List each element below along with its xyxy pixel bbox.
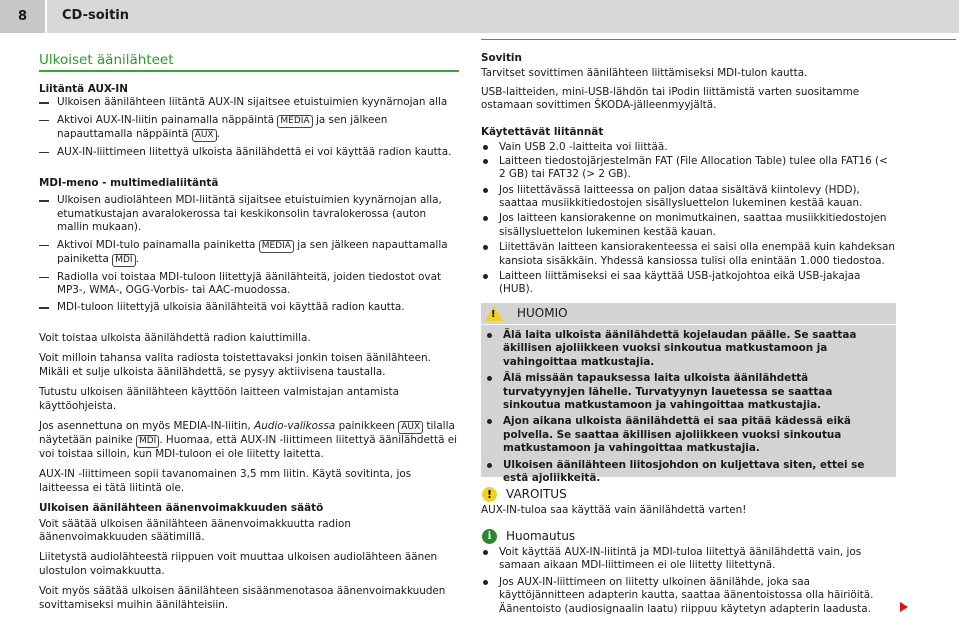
exclamation-circle-icon: ! <box>482 487 497 502</box>
usable-item-2: Laitteen tiedostojärjestelmän FAT (File Allocation Table) tulee olla FAT16 (< 2 GB) tai FAT32 (> 2 GB). <box>481 155 896 182</box>
adapter-para-1: Tarvitset sovittimen äänilähteen liittämiseksi MDI-tulon kautta. <box>481 67 808 80</box>
aux-section <box>39 83 459 159</box>
mdi-item-1: Ulkoisen audiolähteen MDI-liitäntä sijaitsee etuistuimien kyynärnojan alla, etumatkustajan avaralokerossa tai keskikonsolin tavralokerossa (auton mallin mukaan). <box>39 194 459 234</box>
note-items <box>481 546 896 616</box>
mdi-item-2: Aktivoi MDI-tulo painamalla painiketta MEDIA ja sen jälkeen napauttamalla painiketta MDI . <box>39 239 459 267</box>
caution-title: VAROITUS <box>506 487 567 501</box>
section-divider <box>39 70 459 72</box>
media-key: MEDIA <box>277 115 312 128</box>
page-number: 8 <box>0 0 47 33</box>
warning-title: HUOMIO <box>517 306 568 320</box>
adapter-para-2: USB-laitteiden, mini-USB-lähdön tai iPodin liittämistä varten suositamme ostamaan sovittimen ŠKODA-jälleenmyyjältä. <box>481 85 860 112</box>
usable-item-6: Laitteen liittämiseksi ei saa käyttää USB-jatkojohtoa eikä USB-jakajaa (HUB). <box>481 270 896 297</box>
mdi-item-4: MDI-tuloon liitettyjä ulkoisia äänilähteitä voi käyttää radion kautta. <box>39 301 459 314</box>
para-2: Voit milloin tahansa valita radiosta toistettavaksi jonkin toisen äänilähteen. Mikäli et sulje ulkoista äänilähdettä, se pysyy aktiivisena taustalla. <box>39 352 431 378</box>
mdi-heading: MDI-meno - multimedialiitäntä <box>39 177 219 189</box>
section-title: Ulkoiset äänilähteet <box>39 52 174 68</box>
note-item-1: Voit käyttää AUX-IN-liitintä ja MDI-tuloa liitettyä äänilähdettä vain, jos samaan aikaan MDI-liittimeen ei ole liitetty liitettynä. <box>481 546 896 573</box>
media-key: MEDIA <box>259 240 294 253</box>
warning-item-1: Älä laita ulkoista äänilähdettä kojelaudan päälle. Se saattaa äkillisen ajoliikkeen vuoksi sinkoutua matkustamoon ja vahingoittaa matkustajia. <box>485 329 891 369</box>
volume-para-1: Voit säätää ulkoisen äänilähteen äänenvoimakkuutta radion äänenvoimakkuuden säätimillä. <box>39 517 351 544</box>
aux-heading: Liitäntä AUX-IN <box>39 83 128 95</box>
aux-item-2: Aktivoi AUX-IN-liitin painamalla näppäintä MEDIA ja sen jälkeen napauttamalla näppäintä AUX . <box>39 114 459 142</box>
volume-para-3: Voit myös säätää ulkoisen äänilähteen sisäänmenotasoa äänenvoimakkuuden sovittamiseksi muihin äänilähteisiin. <box>39 585 446 611</box>
warning-items <box>485 329 891 485</box>
warning-item-3: Ajon aikana ulkoista äänilähdettä ei saa pitää kädessä eikä polvella. Se saattaa äkillisen ajoliikkeen vuoksi sinkoutua matkustamoon ja vahingoittaa matkustajia. <box>485 415 891 455</box>
adapter-heading: Sovitin <box>481 52 522 64</box>
aux-item-1: Ulkoisen äänilähteen liitäntä AUX-IN sijaitsee etuistuimien kyynärnojan alla <box>39 96 459 109</box>
page-header <box>0 0 959 33</box>
mdi-key: MDI <box>136 435 159 448</box>
arrow-right-icon[interactable] <box>900 602 908 612</box>
usable-item-4: Jos laitteen kansiorakenne on monimutkainen, saattaa musiikkitiedostojen sisällysluettelon lukeminen kestää kauan. <box>481 212 896 239</box>
volume-heading: Ulkoisen äänilähteen äänenvoimakkuuden säätö <box>39 502 324 515</box>
aux-item-3: AUX-IN-liittimeen liitettyä ulkoista äänilähdettä ei voi käyttää radion kautta. <box>39 146 459 159</box>
warning-item-4: Ulkoisen äänilähteen liitosjohdon on kuljettava siten, ettei se estä ajoliikkeitä. <box>485 459 891 486</box>
usable-item-3: Jos liitettävässä laitteessa on paljon dataa sisältävä kiintolevy (HDD), saattaa musiikkitiedostojen sisällysluettelon lukeminen kestää kauan. <box>481 184 896 211</box>
volume-para-2: Liitetystä audiolähteestä riippuen voit muuttaa ulkoisen audiolähteen äänen ulostulon voimakkuutta. <box>39 551 438 577</box>
left-body <box>39 332 459 612</box>
chapter-title: CD-soitin <box>62 8 130 23</box>
warning-item-2: Älä missään tapauksessa laita ulkoista äänilähdettä turvatyynyjen lähelle. Turvatyynyn lauetessa se saattaa sinkoutua matkustamoon ja vahingoittaa matkustajia. <box>485 372 891 412</box>
para-5: AUX-IN -liittimeen sopii tavanomainen 3,5 mm liitin. Käytä sovitinta, jos laitteessa ei tätä liitintä ole. <box>39 468 412 494</box>
mdi-item-3: Radiolla voi toistaa MDI-tuloon liitettyjä äänilähteitä, joiden tiedostot ovat MP3-, WMA-, OGG-Vorbis- tai AAC-muodossa. <box>39 271 459 298</box>
usable-item-1: Vain USB 2.0 -laitteita voi liittää. <box>481 141 896 154</box>
adapter-section <box>481 52 896 113</box>
exclamation-triangle-icon: ! <box>485 306 503 321</box>
note-item-2: Jos AUX-IN-liittimeen on liitetty ulkoinen äänilähde, joka saa käyttöjännitteen adapterin kautta, saattaa äänentoistossa olla häiriöitä. Äänentoisto (audiosignaalin laatu) riippuu käytetyn adapterin laadusta. <box>481 576 896 616</box>
note-title: Huomautus <box>506 529 576 543</box>
usable-item-5: Liitettävän laitteen kansiorakenteessa ei saisi olla enempää kuin kahdeksan kansiota sisäkkäin. Yhdessä kansiossa tulisi olla enintään 1.000 tiedostoa. <box>481 241 896 268</box>
mdi-section <box>39 177 459 315</box>
para-3: Tutustu ulkoisen äänilähteen käyttöön laitteen valmistajan antamista käyttöohjeista. <box>39 386 399 412</box>
para-4: Jos asennettuna on myös MEDIA-IN-liitin, Audio-valikossa painikkeen AUX tilalla näytetään painike MDI . Huomaa, että AUX-IN -liittimeen liitettyä äänilähdettä ei voi toistaa silloin, kun MDI-tuloon ei ole liitetty laitetta. <box>39 420 458 461</box>
mdi-key: MDI <box>112 254 135 267</box>
right-top-rule <box>481 39 956 40</box>
info-icon: i <box>482 529 497 544</box>
caution-text: AUX-IN-tuloa saa käyttää vain äänilähdettä varten! <box>481 504 747 516</box>
usable-heading: Käytettävät liitännät <box>481 126 604 138</box>
usable-section <box>481 126 896 297</box>
para-1: Voit toistaa ulkoista äänilähdettä radion kaiuttimilla. <box>39 332 311 344</box>
aux-key: AUX <box>192 129 217 142</box>
aux-key: AUX <box>398 421 423 434</box>
